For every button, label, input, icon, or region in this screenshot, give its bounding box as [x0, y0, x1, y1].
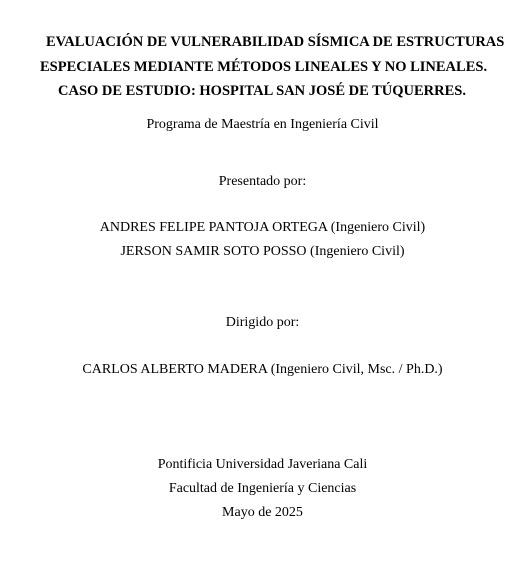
document-title-line-1: EVALUACIÓN DE VULNERABILIDAD SÍSMICA DE ESTRUCTURAS [46, 34, 505, 50]
presented-by-label: Presentado por: [218, 174, 307, 189]
director-name: CARLOS ALBERTO MADERA (Ingeniero Civil, Msc. / Ph.D.) [82, 362, 443, 377]
program-name: Programa de Maestría en Ingeniería Civil [146, 117, 379, 132]
document-title-line-2: ESPECIALES MEDIANTE MÉTODOS LINEALES Y NO LINEALES. [40, 59, 488, 75]
university-name: Pontificia Universidad Javeriana Cali [157, 457, 368, 472]
directed-by-label: Dirigido por: [225, 315, 300, 330]
author-1: ANDRES FELIPE PANTOJA ORTEGA (Ingeniero Civil) [99, 220, 426, 235]
author-2: JERSON SAMIR SOTO POSSO (Ingeniero Civil) [120, 244, 405, 259]
document-title-line-3: CASO DE ESTUDIO: HOSPITAL SAN JOSÉ DE TÚQUERRES. [58, 83, 466, 99]
faculty-name: Facultad de Ingeniería y Ciencias [168, 481, 357, 496]
document-date: Mayo de 2025 [222, 505, 303, 520]
